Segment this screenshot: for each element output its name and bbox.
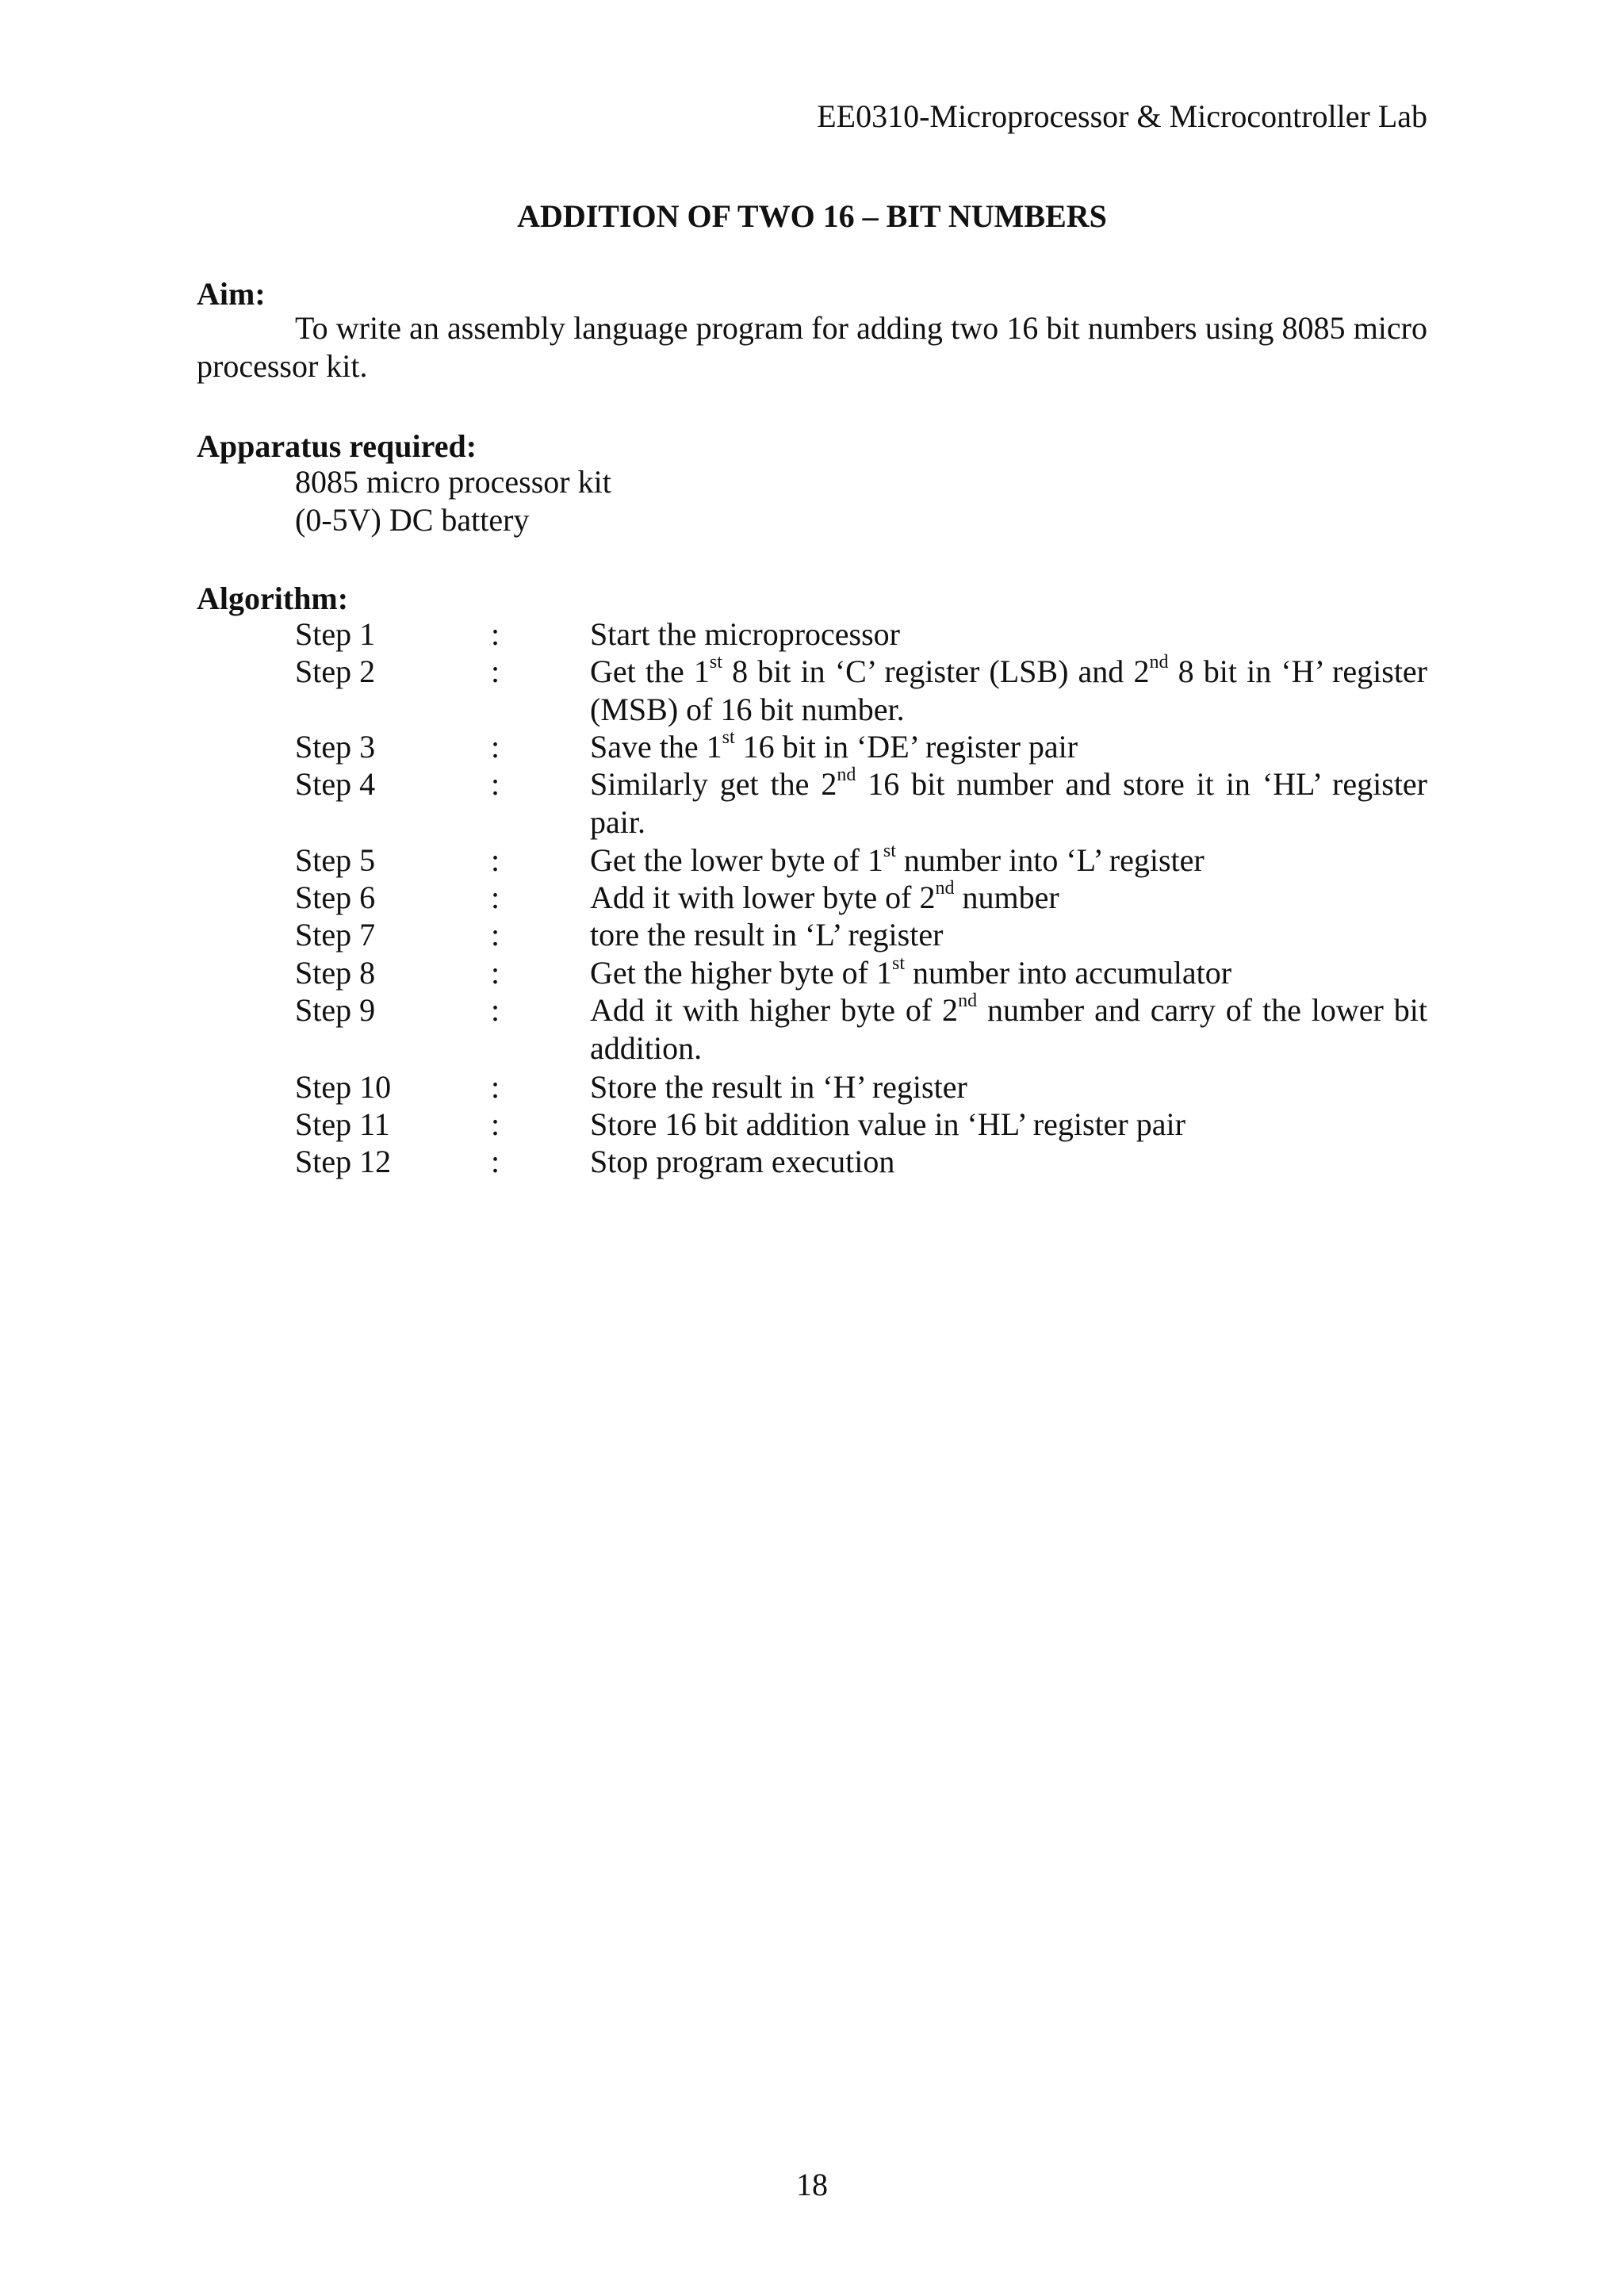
step-label: Step 2 <box>295 654 376 689</box>
step-text: Add it with lower byte of 2nd number <box>590 877 1059 915</box>
step-text: Add it with higher byte of 2nd number and carry of the lower bit addition. <box>590 990 1428 1066</box>
step-label: Step 8 <box>295 955 376 991</box>
page-number: 18 <box>796 2167 828 2202</box>
step-separator: : <box>491 616 500 652</box>
step-label: Step 11 <box>295 1106 390 1142</box>
step-label: Step 1 <box>295 616 376 652</box>
step-separator: : <box>491 654 500 689</box>
page-title: ADDITION OF TWO 16 – BIT NUMBERS <box>517 198 1107 234</box>
step-separator: : <box>491 842 500 878</box>
step-label: Step 4 <box>295 766 376 802</box>
running-header: EE0310-Microprocessor & Microcontroller Lab <box>817 98 1427 134</box>
step-text: Get the higher byte of 1st number into accumulator <box>590 953 1232 991</box>
step-text: Get the 1st 8 bit in ‘C’ register (LSB) and 2nd 8 bit in ‘H’ register (MSB) of 16 bit number. <box>590 651 1428 727</box>
step-text: Save the 1st 16 bit in ‘DE’ register pair <box>590 726 1078 765</box>
step-separator: : <box>491 729 500 765</box>
step-separator: : <box>491 766 500 802</box>
step-text: Store the result in ‘H’ register <box>590 1069 967 1105</box>
step-label: Step 9 <box>295 992 376 1028</box>
aim-heading: Aim: <box>197 276 266 312</box>
step-label: Step 10 <box>295 1069 392 1105</box>
step-separator: : <box>491 1069 500 1105</box>
step-label: Step 5 <box>295 842 376 878</box>
step-text: tore the result in ‘L’ register <box>590 917 944 953</box>
step-text: Store 16 bit addition value in ‘HL’ register pair <box>590 1106 1185 1142</box>
step-separator: : <box>491 1144 500 1179</box>
step-label: Step 3 <box>295 729 376 765</box>
apparatus-item: (0-5V) DC battery <box>295 502 530 538</box>
step-separator: : <box>491 992 500 1028</box>
algorithm-heading: Algorithm: <box>197 581 349 616</box>
step-text: Similarly get the 2nd 16 bit number and store it in ‘HL’ register pair. <box>590 764 1427 840</box>
step-separator: : <box>491 880 500 915</box>
step-label: Step 7 <box>295 917 376 953</box>
apparatus-heading: Apparatus required: <box>197 428 477 464</box>
step-label: Step 6 <box>295 880 376 915</box>
step-separator: : <box>491 1106 500 1142</box>
aim-text: To write an assembly language program for adding two 16 bit numbers using 8085 micro processor kit. <box>197 310 1427 384</box>
step-text: Stop program execution <box>590 1144 895 1179</box>
step-label: Step 12 <box>295 1144 392 1179</box>
step-separator: : <box>491 917 500 953</box>
step-text: Start the microprocessor <box>590 616 900 652</box>
step-separator: : <box>491 955 500 991</box>
step-text: Get the lower byte of 1st number into ‘L’ register <box>590 840 1205 878</box>
apparatus-item: 8085 micro processor kit <box>295 464 611 500</box>
